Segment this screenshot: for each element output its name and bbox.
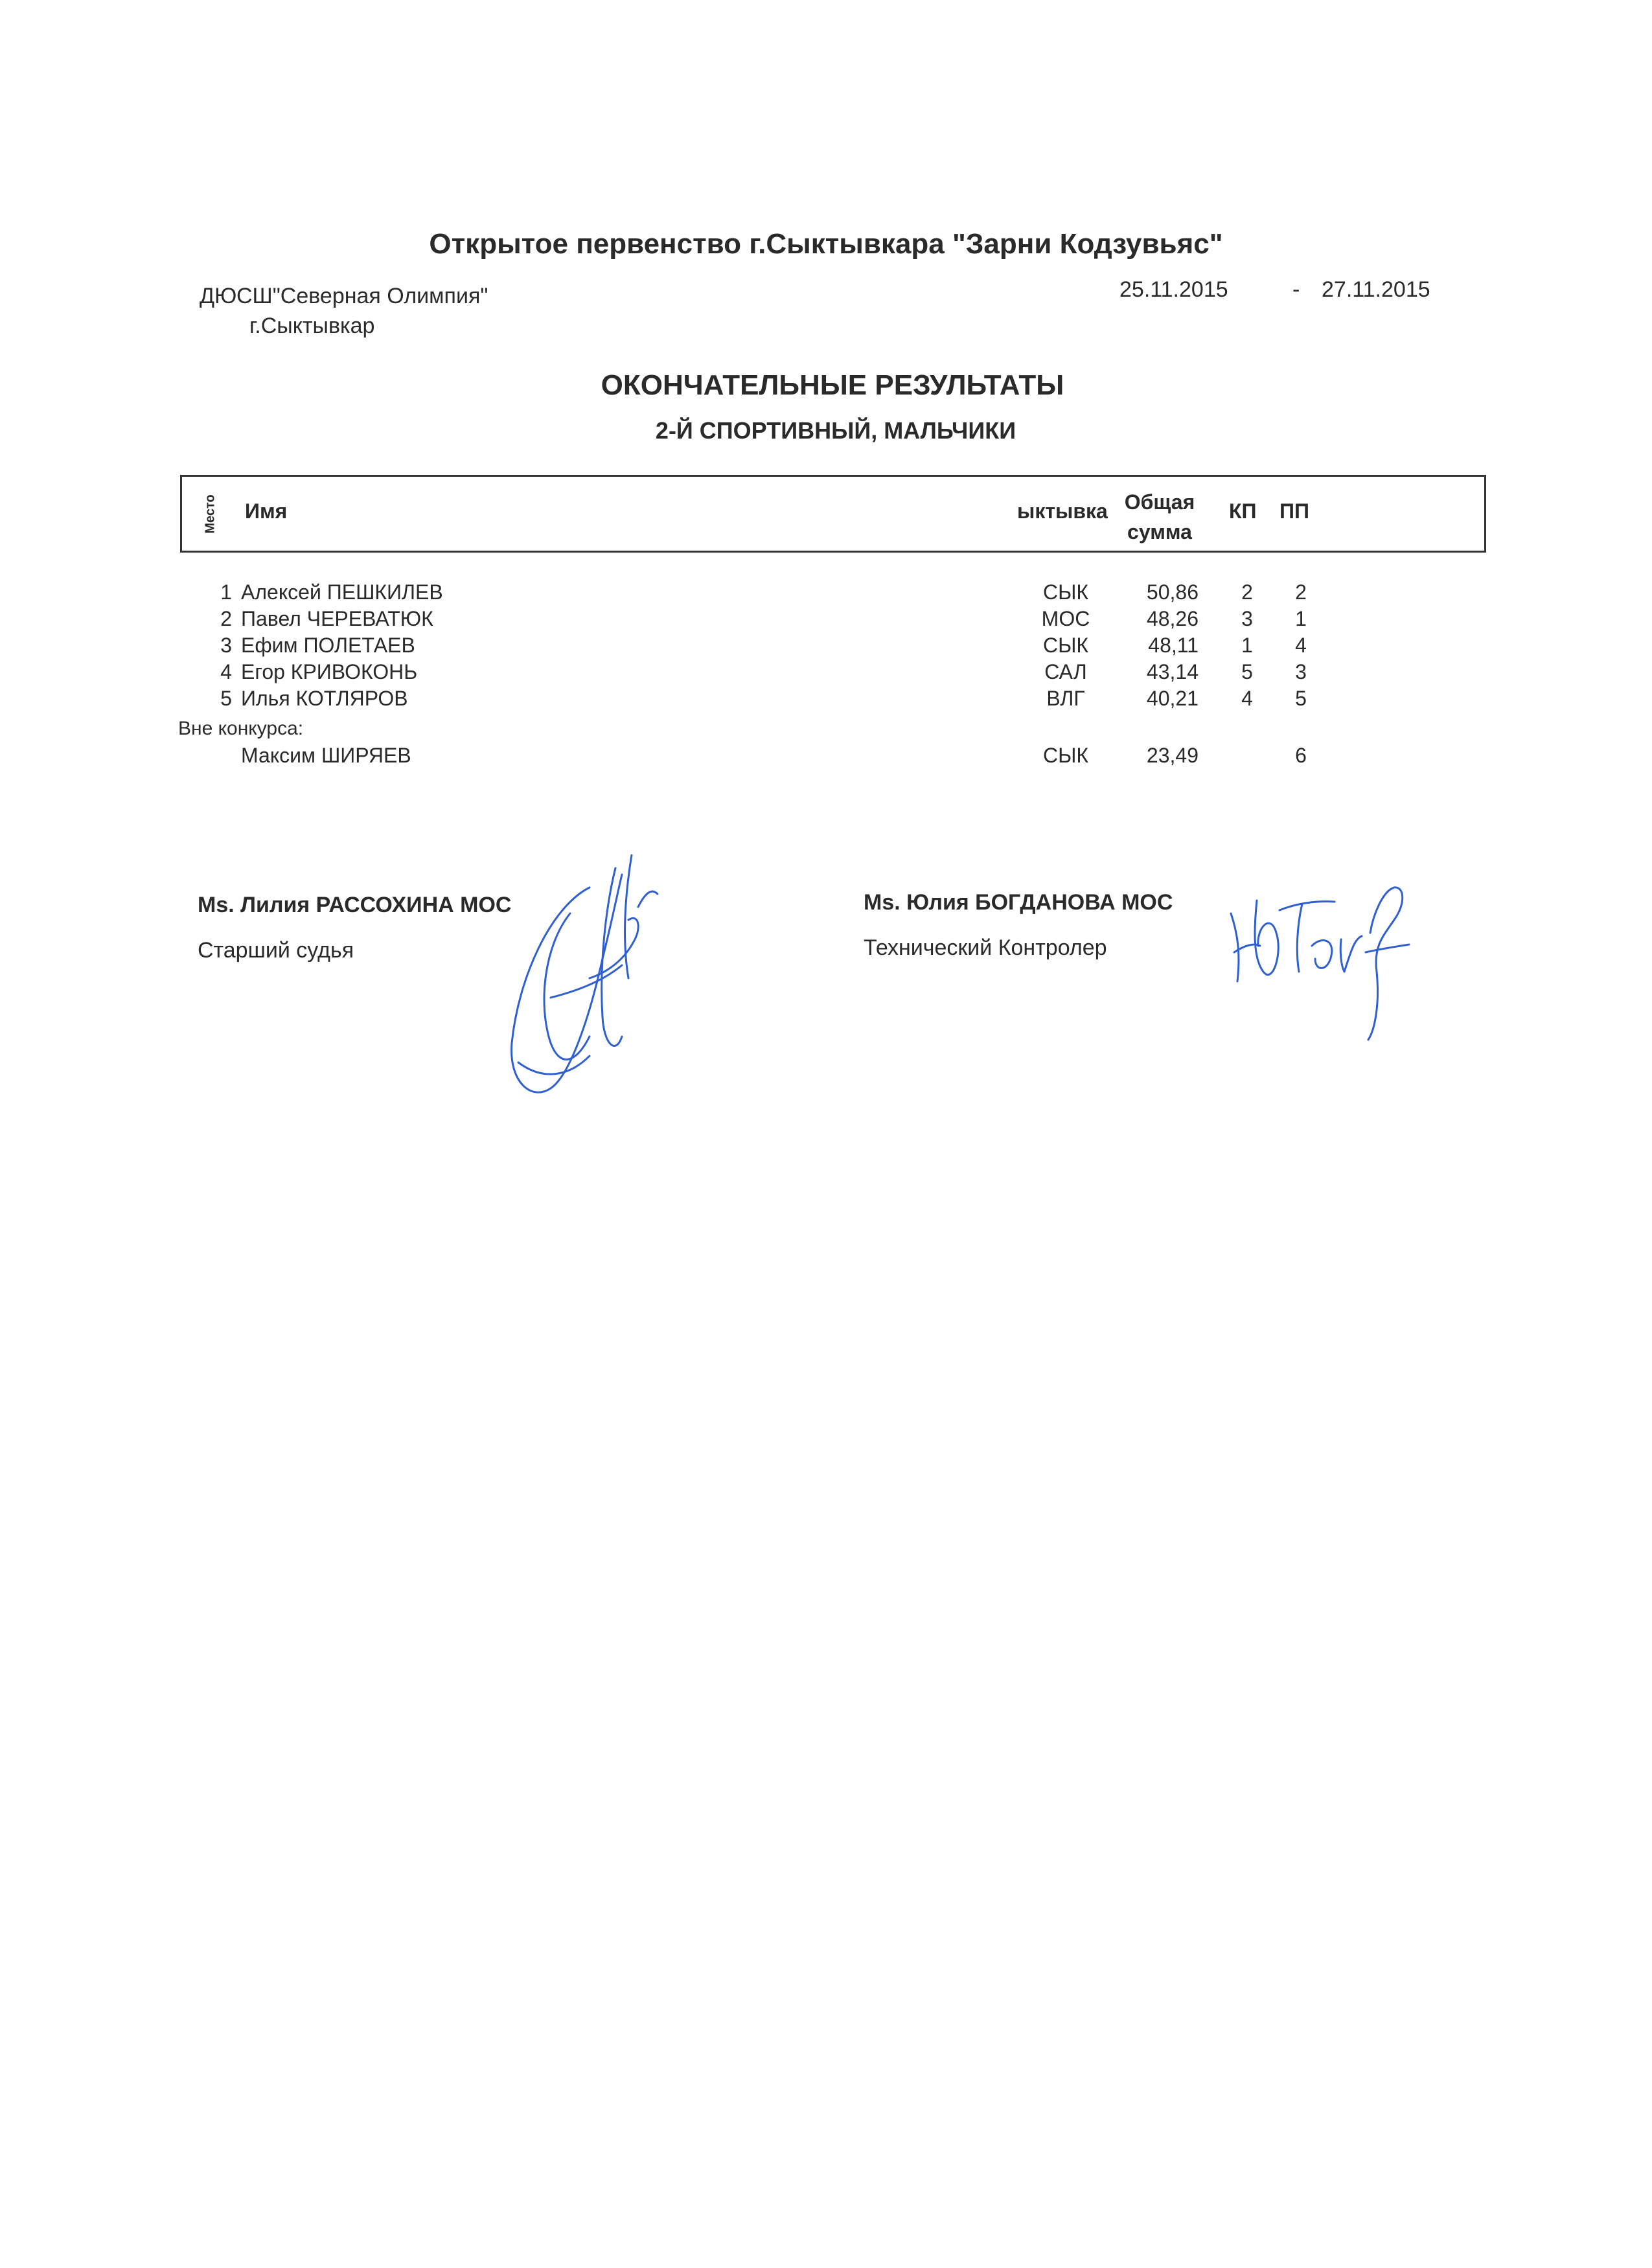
row-pp: 2 [1295,580,1307,604]
row-club: ВЛГ [1046,687,1085,710]
row-place: 1 [220,580,232,604]
date-separator: - [1292,277,1300,302]
organization-name: ДЮСШ"Северная Олимпия" [200,284,488,308]
row-club: МОС [1041,607,1090,630]
out-of-competition-label: Вне конкурса: [178,718,304,739]
row-total: 40,21 [1146,687,1199,710]
table-row [0,580,1652,608]
row-place: 5 [220,687,232,710]
row-club: СЫК [1042,634,1089,657]
row-pp: 4 [1295,634,1307,657]
results-heading: ОКОНЧАТЕЛЬНЫЕ РЕЗУЛЬТАТЫ [601,369,1064,401]
controller-signature [1224,875,1419,1049]
event-title: Открытое первенство г.Сыктывкара "Зарни Кодзувьяс" [429,228,1223,260]
column-header-club: ыктывка [1017,499,1108,523]
table-row [0,660,1652,687]
row-place: 2 [220,607,232,630]
column-header-kp: КП [1229,499,1257,523]
column-header-place [204,492,230,544]
controller-name: Ms. Юлия БОГДАНОВА МОС [864,890,1173,915]
table-row-out-of-competition [0,744,1652,771]
table-row [0,607,1652,634]
date-start: 25.11.2015 [1119,277,1228,302]
row-total: 48,11 [1148,634,1199,657]
row-total: 23,49 [1146,744,1199,767]
row-pp: 5 [1295,687,1307,710]
row-name: Илья КОТЛЯРОВ [241,687,408,710]
row-kp: 5 [1241,660,1253,683]
row-name: Максим ШИРЯЕВ [241,744,411,767]
organization-city: г.Сыктывкар [249,314,375,338]
date-end: 27.11.2015 [1322,277,1430,302]
category-heading: 2-Й СПОРТИВНЫЙ, МАЛЬЧИКИ [655,417,1016,444]
row-kp: 1 [1241,634,1253,657]
row-club: СЫК [1042,744,1089,767]
row-name: Алексей ПЕШКИЛЕВ [241,580,443,604]
row-kp: 2 [1241,580,1253,604]
column-header-pp: ПП [1279,499,1309,523]
row-total: 50,86 [1146,580,1199,604]
row-kp: 3 [1241,607,1253,630]
controller-role: Технический Контролер [864,935,1107,960]
row-total: 43,14 [1146,660,1199,683]
referee-signature [492,849,680,1108]
row-name: Ефим ПОЛЕТАЕВ [241,634,415,657]
row-club: СЫК [1042,580,1089,604]
table-row [0,687,1652,714]
row-name: Павел ЧЕРЕВАТЮК [241,607,433,630]
row-kp: 4 [1241,687,1253,710]
column-header-total-line2: сумма [1127,520,1192,544]
row-total: 48,26 [1146,607,1199,630]
column-header-total-line1: Общая [1124,490,1195,514]
row-club: САЛ [1044,660,1087,683]
table-row [0,634,1652,661]
column-header-name: Имя [245,499,288,523]
row-place: 3 [220,634,232,657]
row-pp: 3 [1295,660,1307,683]
row-name: Егор КРИВОКОНЬ [241,660,418,683]
referee-role: Старший судья [198,938,354,963]
row-pp: 6 [1295,744,1307,767]
column-header-place-label: Место [203,494,218,534]
row-pp: 1 [1295,607,1307,630]
row-place: 4 [220,660,232,683]
referee-name: Ms. Лилия РАССОХИНА МОС [198,893,512,917]
column-header-total [1108,487,1211,547]
